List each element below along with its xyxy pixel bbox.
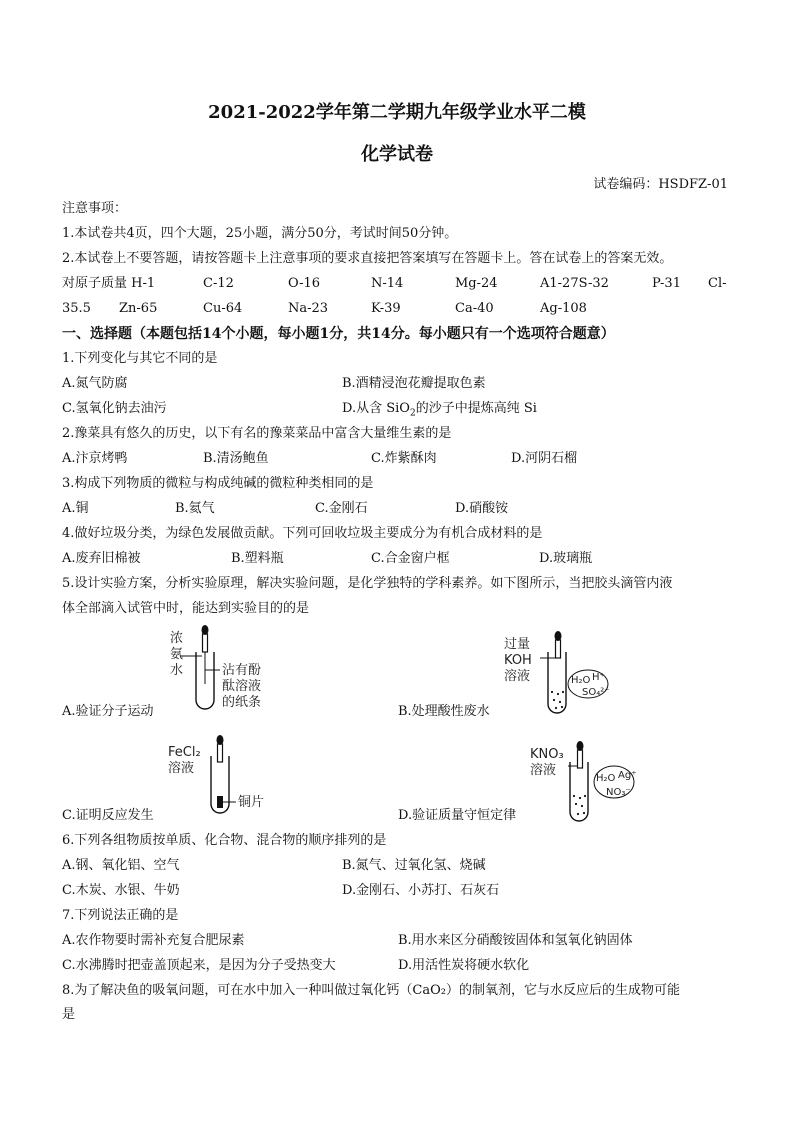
option-c: C.木炭、水银、牛奶: [62, 883, 180, 898]
option-d: D.河阴石榴: [511, 451, 578, 466]
mass-item: Ag-108: [540, 301, 587, 316]
option-a: A.钢、氧化铝、空气: [62, 858, 180, 873]
fig-label: 溶液: [530, 763, 557, 778]
fig-label: Ag⁺: [618, 770, 637, 781]
paper-subtitle: 化学试卷: [361, 144, 433, 165]
mass-item: Cu-64: [203, 301, 243, 316]
mass-item: K-39: [371, 301, 401, 316]
test-tube-icon: [570, 762, 588, 821]
copper-strip-icon: [217, 796, 223, 808]
figure-a-ammonia: [160, 622, 280, 714]
option-c: C.氢氧化钠去油污: [62, 401, 167, 416]
option-a: A.农作物要时需补充复合肥尿素: [62, 933, 245, 948]
option-a: A.铜: [62, 501, 89, 516]
mass-item: Ca-40: [455, 301, 494, 316]
option-b: B.酒精浸泡花瓣提取色素: [342, 376, 486, 391]
fig-label: 铜片: [238, 795, 265, 810]
fig-label: FeCl₂: [168, 745, 201, 760]
fig-label: H₂O: [571, 675, 591, 686]
dropper-icon: [203, 634, 208, 652]
fig-label: 浓: [170, 631, 184, 646]
fig-label: KOH: [504, 653, 532, 668]
figure-c-fecl2: [166, 732, 276, 816]
question-stem: 2.豫菜具有悠久的历史，以下有名的豫菜菜品中富含大量维生素的是: [62, 426, 452, 441]
dropper-icon: [218, 744, 223, 762]
question-stem: 5.设计实验方案，分析实验原理，解决实验问题，是化学独特的学科素养。如下图所示，当把胶头滴管内液: [62, 576, 673, 591]
option-b: B.氮气、过氧化氢、烧碱: [342, 858, 486, 873]
fig-label: NO₃⁻: [606, 787, 631, 798]
dropper-icon: [578, 750, 583, 768]
option-b: B.塑料瓶: [231, 551, 284, 566]
question-stem: 8.为了解决鱼的吸氧问题，可在水中加入一种叫做过氧化钙（CaO₂）的制氧剂，它与水反应后的生成物可能: [62, 983, 680, 998]
option-d: D.硝酸铵: [455, 501, 509, 516]
question-stem: 6.下列各组物质按单质、化合物、混合物的顺序排列的是: [62, 833, 387, 848]
question-stem-cont: 是: [62, 1007, 76, 1022]
mass-item: 35.5: [62, 301, 91, 316]
figure-b-koh: [500, 628, 610, 716]
fig-label: 酞溶液: [222, 679, 262, 694]
figure-d-kno3: [528, 738, 638, 826]
fig-label: 氨: [170, 647, 184, 662]
fig-label: KNO₃: [530, 747, 564, 762]
option-a: A.验证分子运动: [62, 704, 154, 719]
option-c: C.合金窗户框: [371, 551, 450, 566]
fig-label: 溶液: [504, 669, 531, 684]
option-d: D.金刚石、小苏打、石灰石: [342, 883, 500, 898]
fig-label: 水: [170, 663, 184, 678]
question-stem: 1.下列变化与其它不同的是: [62, 351, 218, 366]
option-d: D.从含 SiO$_2$的沙子中提炼高纯 Si: [342, 401, 537, 419]
fig-label: H⁺: [592, 672, 605, 683]
option-c: C.炸紫酥肉: [371, 451, 437, 466]
option-d: D.验证质量守恒定律: [398, 808, 517, 823]
option-c: C.证明反应发生: [62, 808, 154, 823]
exam-title: 2021-2022学年第二学期九年级学业水平二模: [208, 102, 586, 123]
option-b: B.清汤鲍鱼: [203, 451, 269, 466]
mass-item: Cl-: [708, 276, 727, 291]
question-stem: 4.做好垃圾分类，为绿色发展做贡献。下列可回收垃圾主要成分为有机合成材料的是: [62, 526, 543, 541]
question-stem: 3.构成下列物质的微粒与构成纯碱的微粒种类相同的是: [62, 476, 374, 491]
test-tube-icon: [548, 652, 566, 713]
question-stem: 7.下列说法正确的是: [62, 908, 179, 923]
solution-dots-icon: [551, 691, 564, 709]
option-a: A.废弃旧棉被: [62, 551, 141, 566]
option-b: B.氦气: [175, 501, 215, 516]
fig-label: 的纸条: [222, 695, 262, 710]
option-b: B.处理酸性废水: [398, 704, 490, 719]
question-stem-cont: 体全部滴入试管中时，能达到实验目的的是: [62, 601, 310, 616]
option-c: C.金刚石: [315, 501, 368, 516]
fig-label: SO₄²⁻: [582, 687, 610, 698]
notes-heading: 注意事项：: [62, 201, 128, 216]
fig-label: 溶液: [168, 761, 195, 776]
option-d: D.玻璃瓶: [539, 551, 593, 566]
note-2: 2.本试卷上不要答题，请按答题卡上注意事项的要求直接把答案填写在答题卡上。答在试卷上的答案无效。: [62, 251, 673, 266]
option-a: A.汴京烤鸭: [62, 451, 128, 466]
fig-label: 沾有酚: [222, 663, 262, 678]
fig-label: H₂O: [596, 773, 616, 784]
mass-item: 对原子质量 H-1: [62, 276, 156, 291]
note-1: 1.本试卷共4页，四个大题，25小题，满分50分，考试时间50分钟。: [62, 226, 458, 241]
option-c: C.水沸腾时把壶盖顶起来，是因为分子受热变大: [62, 958, 336, 973]
section-heading: 一、选择题（本题包括14个小题，每小题1分，共14分。每小题只有一个选项符合题意）: [62, 326, 615, 342]
mass-item: N-14: [371, 276, 404, 291]
mass-item: O-16: [288, 276, 321, 291]
option-d: D.用活性炭将硬水软化: [398, 958, 530, 973]
mass-item: P-31: [652, 276, 681, 291]
mass-item: Zn-65: [119, 301, 158, 316]
dropper-icon: [556, 640, 561, 658]
mass-item: Mg-24: [455, 276, 498, 291]
mass-item: A1-27S-32: [540, 276, 609, 291]
mass-item: C-12: [203, 276, 234, 291]
option-a: A.氮气防腐: [62, 376, 128, 391]
fig-label: 过量: [504, 637, 531, 652]
option-b: B.用水来区分硝酸铵固体和氢氧化钠固体: [398, 933, 633, 948]
solution-dots-icon: [573, 795, 586, 815]
paper-code: 试卷编码：HSDFZ-01: [593, 177, 728, 192]
mass-item: Na-23: [288, 301, 329, 316]
